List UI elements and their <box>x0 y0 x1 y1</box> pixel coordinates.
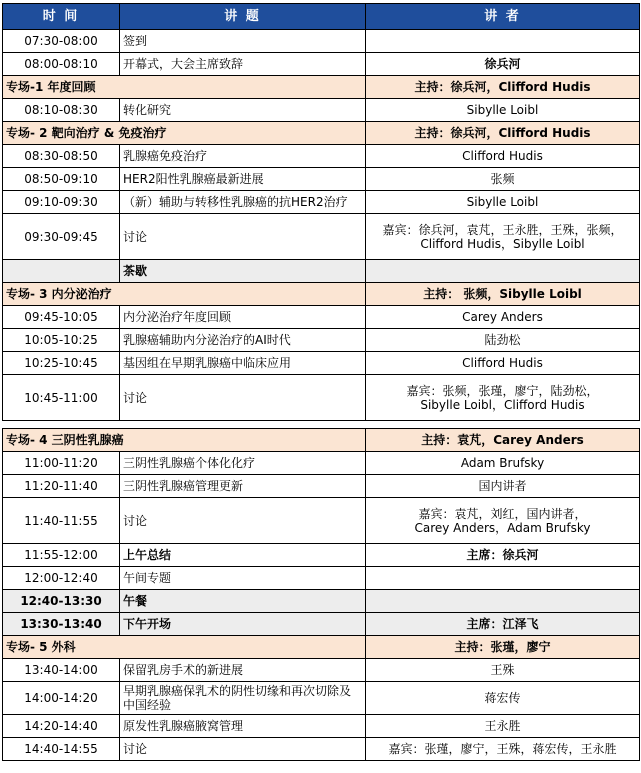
session-topic: 基因组在早期乳腺癌中临床应用 <box>120 352 366 375</box>
header-speaker: 讲 者 <box>366 4 640 30</box>
session-topic: 保留乳房手术的新进展 <box>120 659 366 682</box>
session-topic: 讨论 <box>120 738 366 761</box>
session-row <box>3 99 640 122</box>
session-speaker <box>366 375 640 421</box>
session-topic: 转化研究 <box>120 99 366 122</box>
section-title: 专场- 4 三阴性乳腺癌 <box>3 429 366 452</box>
section-header-row <box>3 283 640 306</box>
session-time: 08:30-08:50 <box>3 145 120 168</box>
break-row <box>3 613 640 636</box>
session-time: 09:45-10:05 <box>3 306 120 329</box>
session-time: 13:40-14:00 <box>3 659 120 682</box>
session-topic: （新）辅助与转移性乳腺癌的抗HER2治疗 <box>120 191 366 214</box>
break-row <box>3 260 640 283</box>
session-time: 14:20-14:40 <box>3 715 120 738</box>
session-speaker: Sibylle Loibl <box>366 99 640 122</box>
section-header-row <box>3 76 640 99</box>
session-topic: 下午开场 <box>120 613 366 636</box>
section-host: 主持：徐兵河，Clifford Hudis <box>366 76 640 99</box>
session-row <box>3 191 640 214</box>
session-topic: 讨论 <box>120 214 366 260</box>
speaker-line: Clifford Hudis，Sibylle Loibl <box>420 236 585 251</box>
section-host: 主持： 张频，Sibylle Loibl <box>366 283 640 306</box>
session-row <box>3 452 640 475</box>
session-time: 10:45-11:00 <box>3 375 120 421</box>
session-time: 14:00-14:20 <box>3 682 120 715</box>
session-speaker <box>366 214 640 260</box>
session-row <box>3 682 640 715</box>
agenda-table <box>2 3 640 761</box>
session-row <box>3 544 640 567</box>
session-time: 08:00-08:10 <box>3 53 120 76</box>
session-speaker: 主席：徐兵河 <box>366 544 640 567</box>
session-speaker: 主席：江泽飞 <box>366 613 640 636</box>
session-time: 10:05-10:25 <box>3 329 120 352</box>
session-row <box>3 659 640 682</box>
speaker-line: 嘉宾：徐兵河，袁芃，王永胜，王殊，张频， <box>382 222 623 237</box>
session-time: 13:30-13:40 <box>3 613 120 636</box>
session-speaker <box>366 567 640 590</box>
session-speaker: 嘉宾：张瑾，廖宁，王殊，蒋宏传，王永胜 <box>366 738 640 761</box>
gap-cell <box>3 421 640 429</box>
section-title: 专场- 5 外科 <box>3 636 366 659</box>
session-row <box>3 329 640 352</box>
section-host: 主持：徐兵河，Clifford Hudis <box>366 122 640 145</box>
break-row <box>3 590 640 613</box>
session-time: 09:30-09:45 <box>3 214 120 260</box>
section-host: 主持：张瑾，廖宁 <box>366 636 640 659</box>
session-speaker: Carey Anders <box>366 306 640 329</box>
session-row <box>3 738 640 761</box>
session-time: 11:55-12:00 <box>3 544 120 567</box>
session-topic: 原发性乳腺癌腋窝管理 <box>120 715 366 738</box>
session-time: 08:50-09:10 <box>3 168 120 191</box>
session-speaker: Adam Brufsky <box>366 452 640 475</box>
session-row <box>3 352 640 375</box>
header-time: 时 间 <box>3 4 120 30</box>
session-time: 10:25-10:45 <box>3 352 120 375</box>
session-speaker <box>366 498 640 544</box>
section-title: 专场- 2 靶向治疗 & 免疫治疗 <box>3 122 366 145</box>
header-row <box>3 4 640 30</box>
session-topic: 乳腺癌免疫治疗 <box>120 145 366 168</box>
session-topic: 开幕式，大会主席致辞 <box>120 53 366 76</box>
section-header-row <box>3 429 640 452</box>
session-time: 11:20-11:40 <box>3 475 120 498</box>
section-host: 主持：袁芃，Carey Anders <box>366 429 640 452</box>
session-topic: 讨论 <box>120 375 366 421</box>
session-row <box>3 168 640 191</box>
session-speaker: 陆劲松 <box>366 329 640 352</box>
session-speaker: Clifford Hudis <box>366 145 640 168</box>
session-speaker <box>366 590 640 613</box>
session-topic: 签到 <box>120 30 366 53</box>
section-gap <box>3 421 640 429</box>
session-row <box>3 567 640 590</box>
session-time: 11:40-11:55 <box>3 498 120 544</box>
session-speaker: 张频 <box>366 168 640 191</box>
session-speaker <box>366 260 640 283</box>
session-row <box>3 498 640 544</box>
session-row <box>3 53 640 76</box>
session-topic: 茶歇 <box>120 260 366 283</box>
session-topic: 内分泌治疗年度回顾 <box>120 306 366 329</box>
session-time <box>3 260 120 283</box>
session-time: 11:00-11:20 <box>3 452 120 475</box>
session-topic: 三阴性乳腺癌管理更新 <box>120 475 366 498</box>
session-row <box>3 145 640 168</box>
session-time: 07:30-08:00 <box>3 30 120 53</box>
session-row <box>3 214 640 260</box>
session-topic: 午间专题 <box>120 567 366 590</box>
session-time: 09:10-09:30 <box>3 191 120 214</box>
session-row <box>3 475 640 498</box>
session-time: 12:40-13:30 <box>3 590 120 613</box>
session-time: 12:00-12:40 <box>3 567 120 590</box>
session-row <box>3 375 640 421</box>
session-speaker: 蒋宏传 <box>366 682 640 715</box>
session-topic: 讨论 <box>120 498 366 544</box>
section-title: 专场-1 年度回顾 <box>3 76 366 99</box>
topic-line: 早期乳腺癌保乳术的阴性切缘和再次切除及 <box>123 684 352 698</box>
section-title: 专场- 3 内分泌治疗 <box>3 283 366 306</box>
speaker-line: 嘉宾：张频，张瑾，廖宁，陆劲松， <box>406 383 599 398</box>
session-time: 08:10-08:30 <box>3 99 120 122</box>
session-row <box>3 30 640 53</box>
session-speaker: Sibylle Loibl <box>366 191 640 214</box>
session-topic: 午餐 <box>120 590 366 613</box>
section-header-row <box>3 636 640 659</box>
session-speaker: 国内讲者 <box>366 475 640 498</box>
session-speaker <box>366 30 640 53</box>
session-time: 14:40-14:55 <box>3 738 120 761</box>
speaker-line: 嘉宾：袁芃，刘红，国内讲者， <box>418 506 587 521</box>
session-row <box>3 715 640 738</box>
session-topic: 三阴性乳腺癌个体化化疗 <box>120 452 366 475</box>
session-speaker: 王殊 <box>366 659 640 682</box>
session-topic: 乳腺癌辅助内分泌治疗的AI时代 <box>120 329 366 352</box>
topic-line: 中国经验 <box>123 698 172 712</box>
section-header-row <box>3 122 640 145</box>
speaker-line: Sibylle Loibl，Clifford Hudis <box>420 397 585 412</box>
speaker-line: Carey Anders，Adam Brufsky <box>414 520 591 535</box>
session-topic: 上午总结 <box>120 544 366 567</box>
session-topic <box>120 682 366 715</box>
session-row <box>3 306 640 329</box>
session-speaker: 徐兵河 <box>366 53 640 76</box>
session-topic: HER2阳性乳腺癌最新进展 <box>120 168 366 191</box>
header-topic: 讲 题 <box>120 4 366 30</box>
session-speaker: 王永胜 <box>366 715 640 738</box>
session-speaker: Clifford Hudis <box>366 352 640 375</box>
